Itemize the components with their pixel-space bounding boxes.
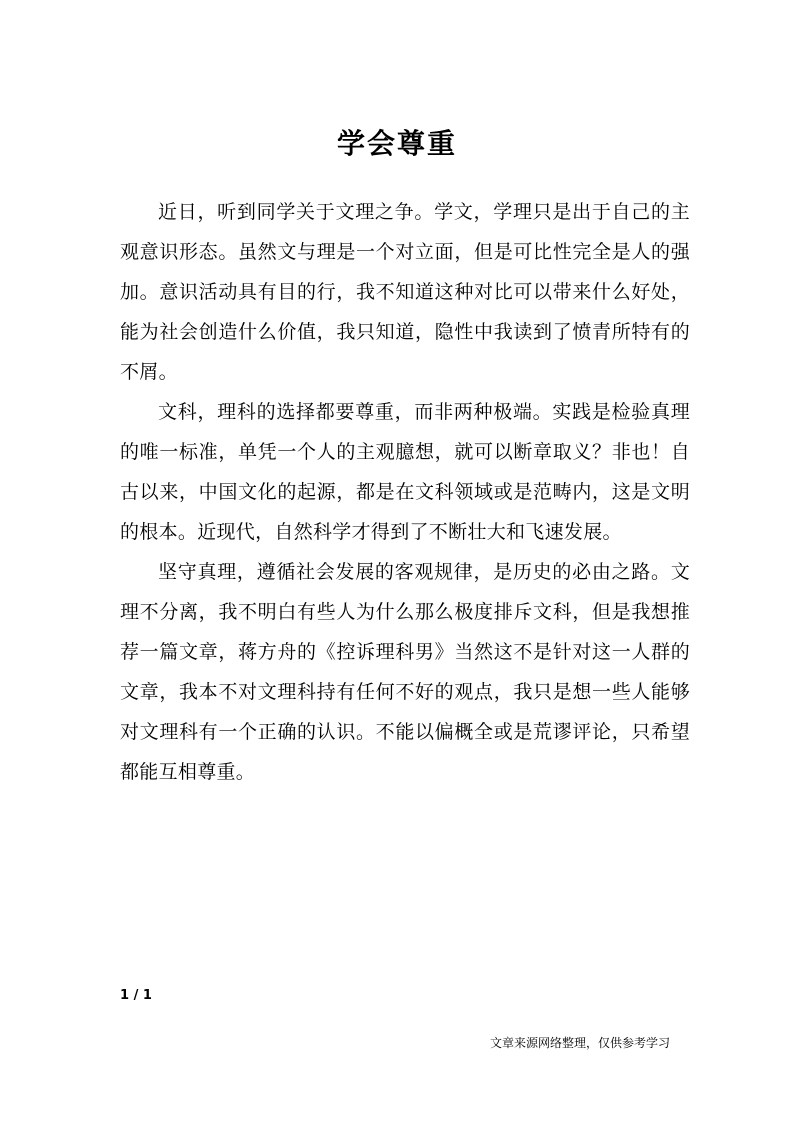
document-title: 学会尊重 bbox=[336, 127, 457, 160]
paragraph: 文科，理科的选择都要尊重，而非两种极端。实践是检验真理的唯一标准，单凭一个人的主观臆想，就可以断章取义？非也！自古以来，中国文化的起源，都是在文科领域或是范畴内，这是文明的根本。近现代，自然科学才得到了不断壮大和飞速发展。 bbox=[120, 401, 690, 543]
source-note: 文章来源网络整理，仅供参考学习 bbox=[489, 1036, 670, 1050]
paragraph: 近日，听到同学关于文理之争。学文，学理只是出于自己的主观意识形态。虽然文与理是一个对立面，但是可比性完全是人的强加。意识活动具有目的行，我不知道这种对比可以带来什么好处，能为社会创造什么价值，我只知道，隐性中我读到了愤青所特有的不屑。 bbox=[120, 201, 690, 383]
document-body bbox=[120, 192, 690, 792]
page-number: 1 / 1 bbox=[120, 988, 152, 1003]
paragraph: 坚守真理，遵循社会发展的客观规律，是历史的必由之路。文理不分离，我不明白有些人为什么那么极度排斥文科，但是我想推荐一篇文章，蒋方舟的《控诉理科男》当然这不是针对这一人群的文章，我本不对文理科持有任何不好的观点，我只是想一些人能够对文理科有一个正确的认识。不能以偏概全或是荒谬评论，只希望都能互相尊重。 bbox=[120, 561, 690, 783]
